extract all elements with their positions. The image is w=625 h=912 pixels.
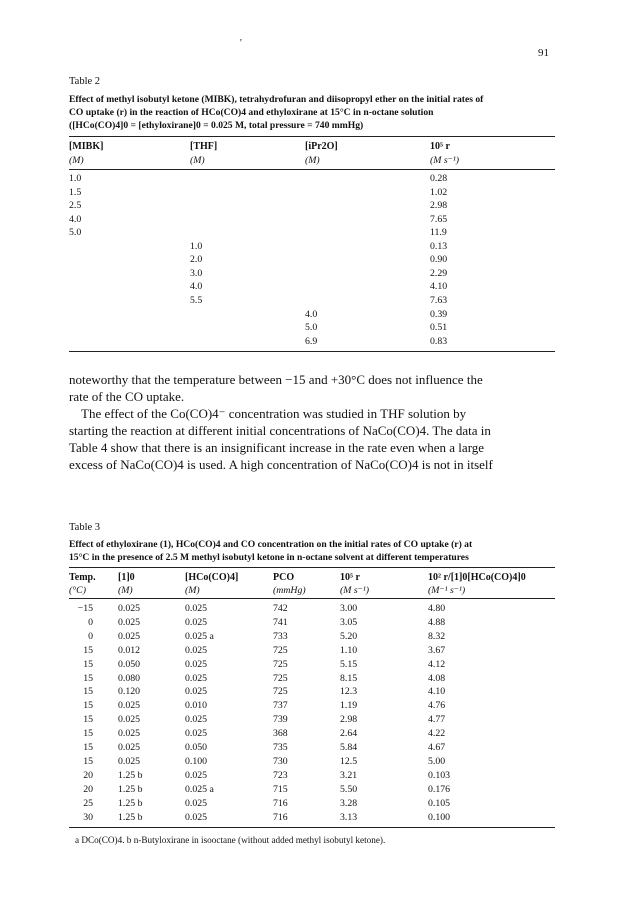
table3-cell: 725 — [273, 658, 288, 670]
table2-cell: 11.9 — [430, 227, 447, 239]
table3-cell: 0.025 — [185, 797, 208, 809]
table3-col-header: PCO — [273, 572, 295, 583]
table3-cell: 735 — [273, 742, 288, 753]
table3-cell: 30 — [83, 811, 93, 823]
table2-cell: 5.0 — [305, 322, 318, 334]
table3-cell: 4.67 — [428, 742, 446, 753]
table3-cell: 2.98 — [340, 714, 358, 726]
table2-col-header: 10⁵ r — [430, 141, 450, 152]
table3-footnote: a DCo(CO)4. b n-Butyloxirane in isooctane (without added methyl isobutyl ketone). — [75, 835, 386, 845]
table3-cell: 8.32 — [428, 630, 446, 642]
table3-cell: 0.025 — [185, 686, 208, 698]
table3-cell: 1.19 — [340, 700, 358, 712]
table3-cell: 0.025 — [118, 742, 141, 753]
table3-cell: 3.21 — [340, 769, 358, 781]
table3-cell: 3.13 — [340, 811, 358, 823]
table2-cell: 7.65 — [430, 213, 448, 225]
table3-cell: 3.28 — [340, 797, 358, 809]
table3-col-unit: (M) — [118, 585, 133, 596]
table3-cell: 1.25 b — [118, 797, 143, 809]
table3-cell: 4.80 — [428, 603, 446, 614]
table3-cell: 0.025 — [118, 714, 141, 726]
table3-cell: 15 — [83, 714, 93, 726]
table3-cell: 0.025 — [185, 644, 208, 656]
table3-cell: 715 — [273, 783, 288, 795]
table3-header-rule — [69, 598, 555, 599]
text-line: rate of the CO uptake. — [69, 389, 185, 404]
table3-bottom-rule — [69, 827, 555, 828]
table2-cell: 4.0 — [190, 281, 203, 293]
table3-cell: 20 — [83, 783, 93, 795]
text-line: starting the reaction at different initial concentrations of NaCo(CO)4. The data in — [69, 423, 491, 438]
text-line: The effect of the Co(CO)4⁻ concentration was studied in THF solution by — [81, 406, 467, 421]
table2-cell: 0.13 — [430, 240, 448, 252]
table3-label: Table 3 — [69, 522, 101, 533]
table2-cell: 2.29 — [430, 267, 448, 279]
table3-cell: 4.88 — [428, 616, 446, 628]
table2-cell: 5.0 — [69, 227, 82, 239]
table3-cell: 12.3 — [340, 686, 358, 698]
table3-cell: 15 — [83, 755, 93, 767]
table3-cell: 716 — [273, 811, 288, 823]
table3-cell: 723 — [273, 769, 288, 781]
table3-cell: 1.10 — [340, 644, 358, 656]
table2-col-header: [MIBK] — [69, 141, 104, 152]
text-line: noteworthy that the temperature between −15 and +30°C does not influence the — [69, 372, 483, 387]
table3-top-rule — [69, 567, 555, 568]
table2-caption-line: ([HCo(CO)4]0 = [ethyloxirane]0 = 0.025 M, total pressure = 740 mmHg) — [69, 120, 364, 131]
table3-cell: 5.15 — [340, 658, 358, 670]
table2-cell: 3.0 — [190, 267, 203, 279]
table2-cell: 0.51 — [430, 322, 448, 334]
table3-cell: 3.00 — [340, 603, 358, 614]
table2-cell: 0.90 — [430, 254, 448, 266]
table3-cell: 725 — [273, 672, 288, 684]
table3-cell: 0.025 — [185, 769, 208, 781]
table2-cell: 2.5 — [69, 200, 82, 212]
table3-cell: 0.025 — [185, 603, 208, 614]
table3-cell: 0.025 — [185, 714, 208, 726]
table2-cell: 1.0 — [190, 240, 203, 252]
table3-cell: 2.64 — [340, 728, 358, 740]
table3-cell: 1.25 b — [118, 783, 143, 795]
table2-cell: 1.0 — [69, 173, 82, 184]
table3-cell: 4.12 — [428, 658, 446, 670]
page-number: 91 — [538, 47, 549, 59]
table2-cell: 4.0 — [305, 308, 318, 320]
table3-cell: 0.010 — [185, 700, 208, 712]
table3-cell: 0.050 — [118, 658, 141, 670]
table2-bottom-rule — [69, 351, 555, 352]
table3-cell: 25 — [83, 797, 93, 809]
table3-cell: 5.20 — [340, 630, 358, 642]
table3-cell: 0.176 — [428, 783, 451, 795]
table3-cell: 0.025 — [185, 811, 208, 823]
table2-caption-line: Effect of methyl isobutyl ketone (MIBK), tetrahydrofuran and diisopropyl ether on the initial rates of — [69, 94, 484, 105]
table2-cell: 0.39 — [430, 308, 448, 320]
table3-col-header: 10⁵ r — [340, 572, 360, 583]
table2-caption-line: CO uptake (r) in the reaction of HCo(CO)4 and ethyloxirane at 15°C in n-octane solution — [69, 107, 434, 118]
table3-cell: 0.025 — [118, 755, 141, 767]
table3-cell: 5.50 — [340, 783, 358, 795]
table3-caption — [69, 538, 553, 564]
table3-cell: 12.5 — [340, 755, 358, 767]
table2-col-unit: (M s⁻¹) — [430, 155, 460, 166]
table3-cell: 737 — [273, 700, 288, 712]
table2-col-header: [THF] — [190, 141, 218, 152]
body-text — [69, 371, 555, 473]
table3-cell: 15 — [83, 700, 93, 712]
table2-cell: 0.83 — [430, 335, 448, 347]
table3-col-unit: (M⁻¹ s⁻¹) — [428, 585, 466, 596]
table3-caption-line: 15°C in the presence of 2.5 M methyl isobutyl ketone in n-octane solvent at different temperatures — [69, 552, 469, 563]
table3-cell: 4.08 — [428, 672, 446, 684]
table3-cell: 4.77 — [428, 714, 446, 726]
table3-cell: 3.05 — [340, 616, 358, 628]
table3-caption-line: Effect of ethyloxirane (1), HCo(CO)4 and CO concentration on the initial rates of CO uptake (r) at — [69, 539, 473, 550]
table2-cell: 2.0 — [190, 254, 203, 266]
table2-cell: 2.98 — [430, 200, 448, 212]
table3-cell: 0.103 — [428, 769, 451, 781]
table3-cell: 0.025 — [185, 672, 208, 684]
table2-cell: 0.28 — [430, 173, 448, 184]
table3-cell: 0.025 — [118, 700, 141, 712]
table2-cell: 1.5 — [69, 186, 82, 198]
table2-cell: 4.10 — [430, 281, 448, 293]
table2-top-rule — [69, 136, 555, 137]
table2-cell: 4.0 — [69, 213, 82, 225]
table2-col-header: [iPr2O] — [305, 141, 338, 152]
table2-cell: 1.02 — [430, 186, 448, 198]
table3-cell: 742 — [273, 603, 288, 614]
table3-cell: 1.25 b — [118, 811, 143, 823]
table3-cell: 368 — [273, 728, 288, 740]
text-line: excess of NaCo(CO)4 is used. A high concentration of NaCo(CO)4 is not in itself — [69, 457, 493, 472]
table3-cell: 0.025 — [118, 603, 141, 614]
table3-cell: 0.105 — [428, 797, 451, 809]
table3-col-header: [HCo(CO)4] — [185, 572, 239, 583]
table3-col-header: [1]0 — [118, 572, 135, 583]
table3-cell: 20 — [83, 769, 93, 781]
table3-cell: 0.025 — [118, 630, 141, 642]
table3-cell: 0.025 a — [185, 783, 214, 795]
table3-cell: 725 — [273, 644, 288, 656]
table2-cell: 7.63 — [430, 294, 448, 306]
table3-cell: 741 — [273, 616, 288, 628]
top-mark: ' — [240, 38, 242, 49]
table3-col-unit: (M) — [185, 585, 200, 596]
table3-cell: 15 — [83, 686, 93, 698]
table3-cell: 725 — [273, 686, 288, 698]
table3-cell: 0.025 — [185, 616, 208, 628]
table3-cell: 0.025 a — [185, 630, 214, 642]
table2-col-unit: (M) — [190, 155, 205, 166]
table3-cell: 0.025 — [118, 728, 141, 740]
table2-cell: 6.9 — [305, 335, 318, 347]
table3-cell: 0.100 — [428, 811, 451, 823]
table3-cell: 15 — [83, 644, 93, 656]
table2-caption — [69, 93, 553, 132]
text-line: Table 4 show that there is an insignificant increase in the rate even when a large — [69, 440, 485, 455]
table3-cell: 3.67 — [428, 644, 446, 656]
table3-cell: 4.76 — [428, 700, 446, 712]
table3-cell: 0.120 — [118, 686, 141, 698]
table3-cell: 15 — [83, 672, 93, 684]
table3-cell: 0.025 — [185, 728, 208, 740]
table3-cell: 0.100 — [185, 755, 208, 767]
table3-cell: 15 — [83, 728, 93, 740]
table2-header-rule — [69, 169, 555, 170]
table3-cell: 0 — [88, 616, 93, 628]
table3-col-unit: (°C) — [69, 585, 86, 596]
table3-cell: 716 — [273, 797, 288, 809]
table3-cell: 4.10 — [428, 686, 446, 698]
table3-cell: 0 — [88, 630, 93, 642]
table3-col-unit: (mmHg) — [273, 585, 306, 596]
table3-cell: 5.84 — [340, 742, 358, 753]
table3-cell: 0.025 — [118, 616, 141, 628]
table3-col-header: 10² r/[1]0[HCo(CO)4]0 — [428, 572, 526, 583]
table3-cell: 4.22 — [428, 728, 446, 740]
table2-cell: 5.5 — [190, 294, 203, 306]
table3-cell: 8.15 — [340, 672, 358, 684]
table3-cell: 0.050 — [185, 742, 208, 753]
table3-cell: 15 — [83, 658, 93, 670]
table2-label: Table 2 — [69, 76, 101, 87]
table3-col-header: Temp. — [69, 572, 96, 583]
table3-cell: −15 — [77, 603, 93, 614]
table3-cell: 0.025 — [185, 658, 208, 670]
table3-cell: 1.25 b — [118, 769, 143, 781]
table2-col-unit: (M) — [69, 155, 84, 166]
table3-cell: 730 — [273, 755, 288, 767]
table3-cell: 0.012 — [118, 644, 141, 656]
table2-col-unit: (M) — [305, 155, 320, 166]
table3-cell: 15 — [83, 742, 93, 753]
table3-col-unit: (M s⁻¹) — [340, 585, 370, 596]
table3-cell: 733 — [273, 630, 288, 642]
table3-cell: 739 — [273, 714, 288, 726]
table3-cell: 5.00 — [428, 755, 446, 767]
table3-cell: 0.080 — [118, 672, 141, 684]
